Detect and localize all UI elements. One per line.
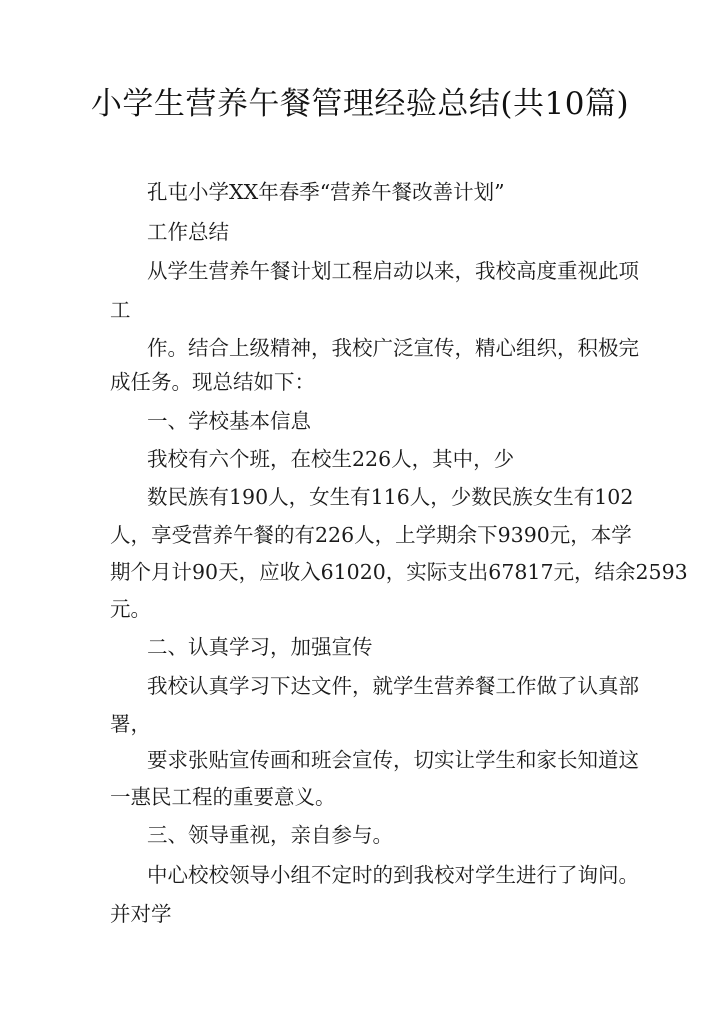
paragraph-line: 工 xyxy=(110,298,131,322)
paragraph-line: 中心校校领导小组不定时的到我校对学生进行了询问。 xyxy=(147,863,639,887)
paragraph-line: 我校有六个班，在校生226人，其中，少 xyxy=(147,447,515,471)
section-heading: 一、学校基本信息 xyxy=(147,409,311,433)
section-heading: 二、认真学习，加强宣传 xyxy=(147,635,373,659)
paragraph-line: 元。 xyxy=(110,597,151,621)
document-title: 小学生营养午餐管理经验总结(共10篇) xyxy=(90,86,630,122)
paragraph-line: 一惠民工程的重要意义。 xyxy=(110,785,336,809)
paragraph-line: 要求张贴宣传画和班会宣传，切实让学生和家长知道这 xyxy=(147,748,639,772)
paragraph-line: 人，享受营养午餐的有226人，上学期余下9390元，本学 xyxy=(110,523,632,547)
paragraph-line: 孔屯小学XX年春季“营养午餐改善计划” xyxy=(147,180,505,204)
paragraph-line: 从学生营养午餐计划工程启动以来，我校高度重视此项 xyxy=(147,259,639,283)
paragraph-line: 期个月计90天，应收入61020，实际支出67817元，结余2593 xyxy=(110,560,688,584)
section-heading: 三、领导重视，亲自参与。 xyxy=(147,823,393,847)
paragraph-line: 作。结合上级精神，我校广泛宣传，精心组织，积极完 xyxy=(147,336,639,360)
paragraph-line: 并对学 xyxy=(110,902,172,926)
paragraph-line: 成任务。现总结如下： xyxy=(110,370,315,394)
paragraph-line: 我校认真学习下达文件，就学生营养餐工作做了认真部 xyxy=(147,674,639,698)
paragraph-line: 工作总结 xyxy=(147,220,229,244)
paragraph-line: 署， xyxy=(110,712,151,736)
paragraph-line: 数民族有190人，女生有116人，少数民族女生有102 xyxy=(147,485,634,509)
